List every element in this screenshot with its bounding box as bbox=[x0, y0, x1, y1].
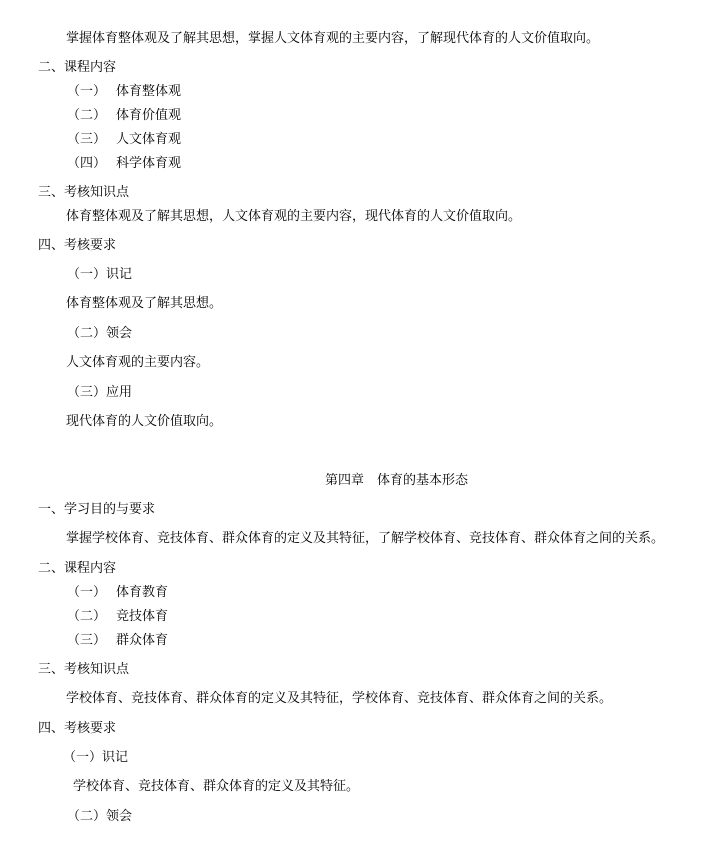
requirement-understand-text: 人文体育观的主要内容。 bbox=[66, 355, 210, 370]
list-item-number: （三） bbox=[67, 132, 107, 147]
requirement-apply-label: （三）应用 bbox=[67, 385, 133, 400]
requirements-heading: 四、考核要求 bbox=[38, 721, 117, 736]
list-item bbox=[67, 132, 181, 148]
list-item-number: （一） bbox=[67, 84, 107, 99]
list-item-label: 人文体育观 bbox=[116, 132, 182, 147]
list-item-number: （二） bbox=[67, 108, 107, 123]
requirement-memorize-label: （一）识记 bbox=[67, 267, 133, 282]
knowledge-heading: 三、考核知识点 bbox=[38, 185, 130, 200]
goal-heading: 一、学习目的与要求 bbox=[38, 502, 156, 517]
list-item bbox=[67, 585, 168, 601]
knowledge-paragraph: 学校体育、竞技体育、群众体育的定义及其特征，学校体育、竞技体育、群众体育之间的关系。 bbox=[66, 691, 613, 706]
list-item-label: 竞技体育 bbox=[116, 609, 169, 624]
requirement-understand-label: （二）领会 bbox=[67, 809, 133, 824]
knowledge-heading: 三、考核知识点 bbox=[38, 662, 130, 677]
list-item bbox=[67, 156, 181, 172]
chapter-title: 第四章 体育的基本形态 bbox=[325, 473, 469, 488]
list-item-number: （二） bbox=[67, 609, 107, 624]
requirement-memorize-text: 学校体育、竞技体育、群众体育的定义及其特征。 bbox=[73, 779, 360, 794]
list-item-label: 科学体育观 bbox=[116, 156, 182, 171]
intro-paragraph: 掌握体育整体观及了解其思想，掌握人文体育观的主要内容，了解现代体育的人文价值取向。 bbox=[66, 31, 600, 46]
knowledge-paragraph: 体育整体观及了解其思想，人文体育观的主要内容，现代体育的人文价值取向。 bbox=[66, 209, 522, 224]
list-item-number: （四） bbox=[67, 156, 107, 171]
requirement-memorize-label: （一）识记 bbox=[63, 750, 129, 765]
list-item bbox=[67, 609, 168, 625]
requirement-understand-label: （二）领会 bbox=[67, 326, 133, 341]
requirement-apply-text: 现代体育的人文价值取向。 bbox=[66, 414, 223, 429]
requirement-memorize-text: 体育整体观及了解其思想。 bbox=[66, 296, 223, 311]
list-item bbox=[67, 633, 168, 649]
list-item-label: 体育整体观 bbox=[116, 84, 182, 99]
list-item bbox=[67, 84, 181, 100]
goal-paragraph: 掌握学校体育、竞技体育、群众体育的定义及其特征，了解学校体育、竞技体育、群众体育之间的关系。 bbox=[66, 531, 665, 546]
list-item-label: 群众体育 bbox=[116, 633, 169, 648]
course-content-heading: 二、课程内容 bbox=[38, 561, 117, 576]
list-item bbox=[67, 108, 181, 124]
requirements-heading: 四、考核要求 bbox=[38, 238, 117, 253]
course-content-heading: 二、课程内容 bbox=[38, 60, 117, 75]
list-item-number: （一） bbox=[67, 585, 107, 600]
list-item-label: 体育价值观 bbox=[116, 108, 182, 123]
list-item-number: （三） bbox=[67, 633, 107, 648]
list-item-label: 体育教育 bbox=[116, 585, 169, 600]
